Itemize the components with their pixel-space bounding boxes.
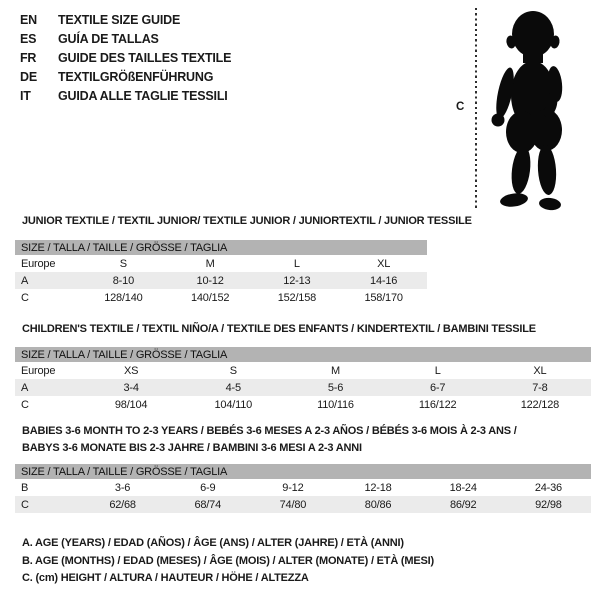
- row-label: B: [21, 481, 29, 494]
- table-row: [15, 479, 591, 496]
- size-table-junior: [15, 240, 427, 306]
- table-title-junior: JUNIOR TEXTILE / TEXTIL JUNIOR/ TEXTILE JUNIOR / JUNIORTEXTIL / JUNIOR TESSILE: [22, 215, 472, 227]
- row-label: C: [21, 291, 29, 304]
- footnote-a: A. AGE (YEARS) / EDAD (AÑOS) / ÂGE (ANS) / ALTER (JAHRE) / ETÀ (ANNI): [22, 537, 404, 549]
- table-cell: 3-4: [123, 381, 139, 394]
- table-cell: 152/158: [277, 291, 317, 304]
- row-label: A: [21, 381, 29, 394]
- table-cell: 104/110: [214, 398, 253, 411]
- table-cell: 74/80: [279, 498, 307, 511]
- table-cell: 5-6: [327, 381, 344, 394]
- size-header-cell: SIZE / TALLA / TAILLE / GRÖSSE / TAGLIA: [15, 464, 591, 479]
- language-title: TEXTILE SIZE GUIDE: [58, 13, 181, 27]
- table-row: [15, 396, 591, 413]
- table-cell: 18-24: [449, 481, 477, 494]
- language-code: ES: [20, 32, 37, 46]
- height-measure-label: C: [456, 101, 465, 113]
- table-cell: 12-18: [364, 481, 392, 494]
- table-cell: 7-8: [532, 381, 548, 394]
- language-title: GUÍA DE TALLAS: [58, 32, 159, 46]
- table-cell: 8-10: [112, 274, 134, 287]
- language-row-it: [20, 87, 231, 106]
- table-cell: 128/140: [104, 291, 143, 304]
- table-cell: 86/92: [449, 498, 477, 511]
- table-cell: 24-36: [534, 481, 562, 494]
- table-cell: 12-13: [283, 274, 311, 287]
- row-label: C: [21, 398, 29, 411]
- language-code: EN: [20, 13, 37, 27]
- table-cell: 80/86: [364, 498, 392, 511]
- footnote-c: C. (cm) HEIGHT / ALTURA / HAUTEUR / HÖHE / ALTEZZA: [22, 572, 309, 584]
- language-code: IT: [20, 89, 31, 103]
- table-cell: 122/128: [520, 398, 560, 411]
- row-label: A: [21, 274, 29, 287]
- language-row-en: [20, 11, 231, 30]
- table-cell: XL: [377, 257, 391, 270]
- baby-silhouette-icon: [478, 8, 578, 212]
- table-cell: 6-7: [430, 381, 446, 394]
- size-header-cell: SIZE / TALLA / TAILLE / GRÖSSE / TAGLIA: [15, 240, 427, 255]
- table-cell: M: [205, 257, 215, 270]
- language-row-fr: [20, 49, 231, 68]
- table-cell: 98/104: [114, 398, 148, 411]
- footnotes: [22, 535, 434, 588]
- table-cell: 116/122: [418, 398, 457, 411]
- table-cell: 158/170: [364, 291, 403, 304]
- table-cell: 68/74: [194, 498, 221, 511]
- height-measure-line: [475, 8, 477, 210]
- language-title: GUIDE DES TAILLES TEXTILE: [58, 51, 232, 65]
- table-cell: 3-6: [114, 481, 131, 494]
- size-header-cell: SIZE / TALLA / TAILLE / GRÖSSE / TAGLIA: [15, 347, 591, 362]
- table-row: [15, 255, 427, 272]
- language-code: DE: [20, 70, 37, 84]
- language-title: TEXTILGRÖßENFÜHRUNG: [58, 70, 214, 84]
- table-cell: 92/98: [535, 498, 562, 511]
- row-label: Europe: [21, 364, 56, 377]
- table-cell: M: [330, 364, 340, 377]
- table-cell: XL: [533, 364, 547, 377]
- table-cell: XS: [123, 364, 139, 377]
- table-cell: 62/68: [109, 498, 136, 511]
- table-row: [15, 496, 591, 513]
- size-table-children: [15, 347, 591, 413]
- table-row: [15, 379, 591, 396]
- size-header-row: [15, 347, 591, 362]
- table-title-children: CHILDREN'S TEXTILE / TEXTIL NIÑO/A / TEXTILE DES ENFANTS / KINDERTEXTIL / BAMBINI TESSILE: [22, 323, 536, 335]
- size-header-row: [15, 240, 427, 255]
- language-row-es: [20, 30, 231, 49]
- language-row-de: [20, 68, 231, 87]
- table-cell: L: [434, 364, 441, 377]
- language-title: GUIDA ALLE TAGLIE TESSILI: [58, 89, 228, 103]
- size-header-row: [15, 464, 591, 479]
- table-title-babies: BABIES 3-6 MONTH TO 2-3 YEARS / BEBÉS 3-6 MESES A 2-3 AÑOS / BÉBÉS 3-6 MOIS À 2-3 ANS / BABYS 3-6 MONATE BIS 2-3 JAHRE / BAMBINI 3-6 MESI A 2-3 ANNI: [22, 425, 517, 454]
- row-label: Europe: [21, 257, 56, 270]
- table-cell: 140/152: [190, 291, 230, 304]
- table-cell: 110/116: [317, 398, 354, 411]
- table-cell: L: [293, 257, 300, 270]
- size-table-babies: [15, 464, 591, 513]
- table-cell: S: [119, 257, 127, 270]
- table-cell: 14-16: [370, 274, 398, 287]
- table-cell: 6-9: [200, 481, 216, 494]
- table-row: [15, 289, 427, 306]
- table-cell: 9-12: [282, 481, 304, 494]
- language-header: [20, 11, 231, 106]
- table-cell: S: [229, 364, 237, 377]
- table-row: [15, 272, 427, 289]
- table-row: [15, 362, 591, 379]
- row-label: C: [21, 498, 29, 511]
- footnote-b: B. AGE (MONTHS) / EDAD (MESES) / ÂGE (MOIS) / ALTER (MONATE) / ETÀ (MESI): [22, 554, 434, 567]
- table-cell: 10-12: [196, 274, 224, 287]
- table-cell: 4-5: [225, 381, 241, 394]
- language-code: FR: [20, 51, 37, 65]
